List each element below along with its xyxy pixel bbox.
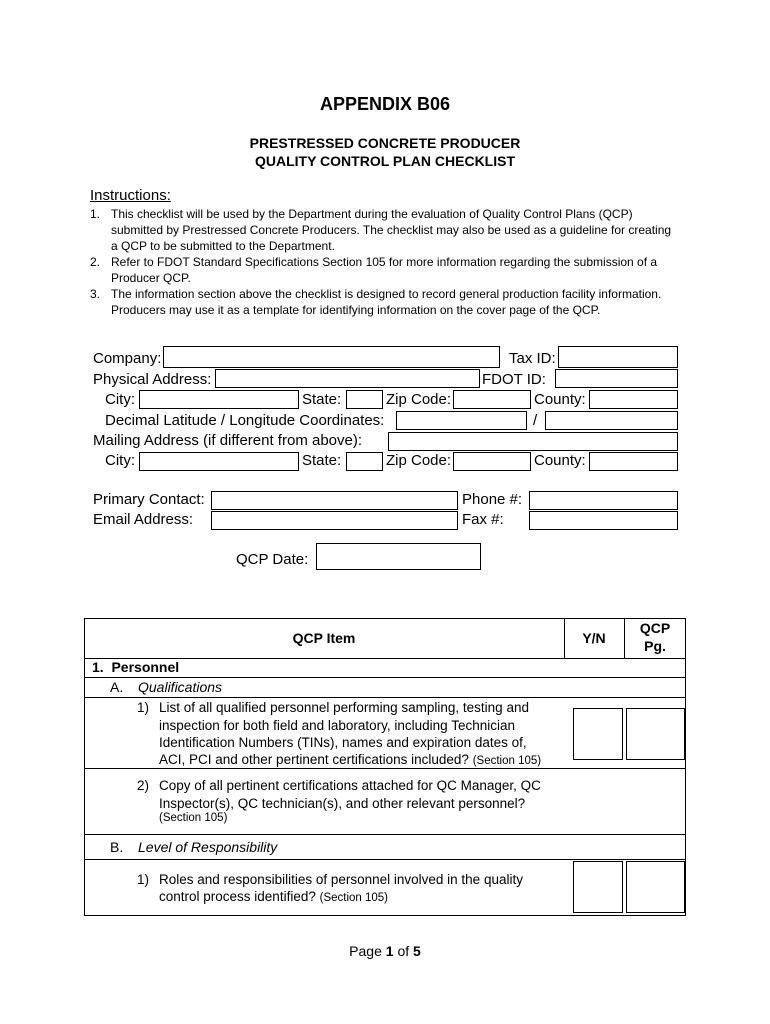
item1-section-ref: (Section 105)	[472, 755, 542, 767]
item3-line1: Roles and responsibilities of personnel involved in the quality	[159, 872, 523, 887]
col-header-qcp-item: QCP Item	[292, 630, 356, 646]
page-total: 5	[413, 943, 421, 959]
instruction-1-line3: a QCP to be submitted to the Department.	[111, 239, 335, 253]
table-section-divider	[84, 677, 686, 678]
mailing-address-input[interactable]	[389, 433, 677, 450]
zip-code-input[interactable]	[454, 391, 530, 408]
instruction-3-line1: The information section above the checklist is designed to record general production facility information.	[111, 287, 662, 301]
qcp-date-input[interactable]	[317, 544, 480, 569]
latitude-field[interactable]	[396, 411, 527, 430]
mailing-city-field[interactable]	[139, 452, 299, 471]
section-personnel: 1. Personnel	[92, 659, 180, 675]
mailing-zip-code-label: Zip Code:	[386, 452, 452, 469]
qcp-date-field[interactable]	[316, 543, 481, 570]
company-label: Company:	[93, 350, 162, 367]
physical-address-label: Physical Address:	[93, 371, 212, 388]
item1-yn-box[interactable]	[573, 708, 623, 760]
table-item2-divider	[84, 834, 686, 835]
item1-last-text: ACI, PCI and other pertinent certifications included?	[159, 752, 469, 767]
fdot-id-field[interactable]	[555, 369, 678, 388]
mailing-city-label: City:	[105, 452, 135, 469]
qcp-date-label: QCP Date:	[236, 551, 309, 568]
table-subB-divider	[84, 859, 686, 860]
county-label: County:	[534, 391, 586, 408]
col-header-qcp: QCP	[639, 620, 671, 636]
fax-field[interactable]	[529, 511, 678, 530]
county-input[interactable]	[590, 391, 677, 408]
instructions-heading: Instructions:	[90, 187, 171, 204]
item1-yn-input[interactable]	[574, 709, 622, 759]
instruction-2-line1: Refer to FDOT Standard Specifications Section 105 for more information regarding the submission of a	[111, 255, 658, 269]
email-address-input[interactable]	[212, 512, 457, 529]
item1-line4	[159, 751, 541, 770]
state-label: State:	[302, 391, 342, 408]
of-word: of	[397, 943, 410, 959]
instruction-3-num: 3.	[90, 287, 101, 301]
subsection-a-letter: A.	[110, 679, 124, 695]
item3-page-input[interactable]	[627, 862, 684, 912]
mailing-state-field[interactable]	[346, 452, 383, 471]
longitude-field[interactable]	[545, 411, 678, 430]
mailing-zip-code-field[interactable]	[453, 452, 531, 471]
city-input[interactable]	[140, 391, 298, 408]
phone-input[interactable]	[530, 492, 677, 509]
county-field[interactable]	[589, 390, 678, 409]
doc-title-line2: QUALITY CONTROL PLAN CHECKLIST	[254, 153, 516, 169]
company-input[interactable]	[164, 347, 499, 367]
coordinates-label: Decimal Latitude / Longitude Coordinates:	[105, 412, 385, 429]
instruction-2-num: 2.	[90, 255, 101, 269]
phone-field[interactable]	[529, 491, 678, 510]
tax-id-input[interactable]	[559, 347, 677, 367]
instruction-1-num: 1.	[90, 207, 101, 221]
instruction-1-line2: submitted by Prestressed Concrete Producers. The checklist may also be used as a guideline for creating	[111, 223, 672, 237]
page-footer	[0, 943, 770, 959]
zip-code-label: Zip Code:	[386, 391, 452, 408]
item1-line1: List of all qualified personnel performing sampling, testing and	[159, 700, 529, 715]
tax-id-label: Tax ID:	[509, 350, 556, 367]
mailing-state-input[interactable]	[347, 453, 382, 470]
primary-contact-field[interactable]	[211, 491, 458, 510]
item1-line3: Identification Numbers (TINs), names and expiration dates of,	[159, 735, 527, 750]
primary-contact-label: Primary Contact:	[93, 491, 205, 508]
city-label: City:	[105, 391, 135, 408]
longitude-input[interactable]	[546, 412, 677, 429]
mailing-county-field[interactable]	[589, 452, 678, 471]
fdot-id-input[interactable]	[556, 370, 677, 387]
doc-title-line1: PRESTRESSED CONCRETE PRODUCER	[249, 135, 521, 151]
physical-address-field[interactable]	[215, 369, 480, 388]
item3-section-ref: (Section 105)	[319, 892, 389, 904]
tax-id-field[interactable]	[558, 346, 678, 368]
state-input[interactable]	[347, 391, 382, 408]
item3-yn-box[interactable]	[573, 861, 623, 913]
item2-number: 2)	[137, 778, 150, 793]
physical-address-input[interactable]	[216, 370, 479, 387]
instruction-3-line2: Producers may use it as a template for identifying information on the cover page of the QCP.	[111, 303, 601, 317]
city-field[interactable]	[139, 390, 299, 409]
mailing-city-input[interactable]	[140, 453, 298, 470]
mailing-county-input[interactable]	[590, 453, 677, 470]
appendix-title: APPENDIX B06	[319, 94, 451, 114]
coordinates-slash: /	[533, 412, 538, 429]
item3-yn-input[interactable]	[574, 862, 622, 912]
table-subA-divider	[84, 697, 686, 698]
col-header-pg: Pg.	[644, 638, 666, 654]
company-field[interactable]	[163, 346, 500, 368]
item1-page-box[interactable]	[626, 708, 685, 760]
col-header-yn: Y/N	[582, 630, 606, 646]
page-number: 1	[385, 943, 394, 959]
item3-page-box[interactable]	[626, 861, 685, 913]
item1-number: 1)	[137, 700, 150, 715]
mailing-state-label: State:	[302, 452, 342, 469]
mailing-county-label: County:	[534, 452, 586, 469]
phone-label: Phone #:	[462, 491, 523, 508]
item2-line1: Copy of all pertinent certifications attached for QC Manager, QC	[159, 778, 541, 793]
item3-number: 1)	[137, 872, 150, 887]
mailing-address-field[interactable]	[388, 432, 678, 451]
subsection-b-letter: B.	[110, 839, 124, 855]
mailing-address-label: Mailing Address (if different from above):	[93, 432, 363, 449]
instruction-2-line2: Producer QCP.	[111, 271, 191, 285]
zip-code-field[interactable]	[453, 390, 531, 409]
primary-contact-input[interactable]	[212, 492, 457, 509]
item3-last-text: control process identified?	[159, 889, 316, 904]
fdot-id-label: FDOT ID:	[482, 371, 546, 388]
fax-label: Fax #:	[462, 511, 504, 528]
subsection-a-title: Qualifications	[138, 679, 223, 695]
fax-input[interactable]	[530, 512, 677, 529]
mailing-zip-code-input[interactable]	[454, 453, 530, 470]
email-address-field[interactable]	[211, 511, 458, 530]
item3-line2	[159, 888, 388, 907]
instruction-1-line1: This checklist will be used by the Department during the evaluation of Quality Control Plans (QCP)	[111, 207, 633, 221]
page-word: Page	[349, 943, 382, 959]
item2-section-ref: (Section 105)	[159, 812, 228, 824]
email-address-label: Email Address:	[93, 511, 194, 528]
latitude-input[interactable]	[397, 412, 526, 429]
item1-line2: inspection for both field and laboratory, including Technician	[159, 718, 515, 733]
item2-line2: Inspector(s), QC technician(s), and other relevant personnel?	[159, 796, 526, 811]
state-field[interactable]	[346, 390, 383, 409]
item1-page-input[interactable]	[627, 709, 684, 759]
subsection-b-title: Level of Responsibility	[138, 839, 278, 855]
